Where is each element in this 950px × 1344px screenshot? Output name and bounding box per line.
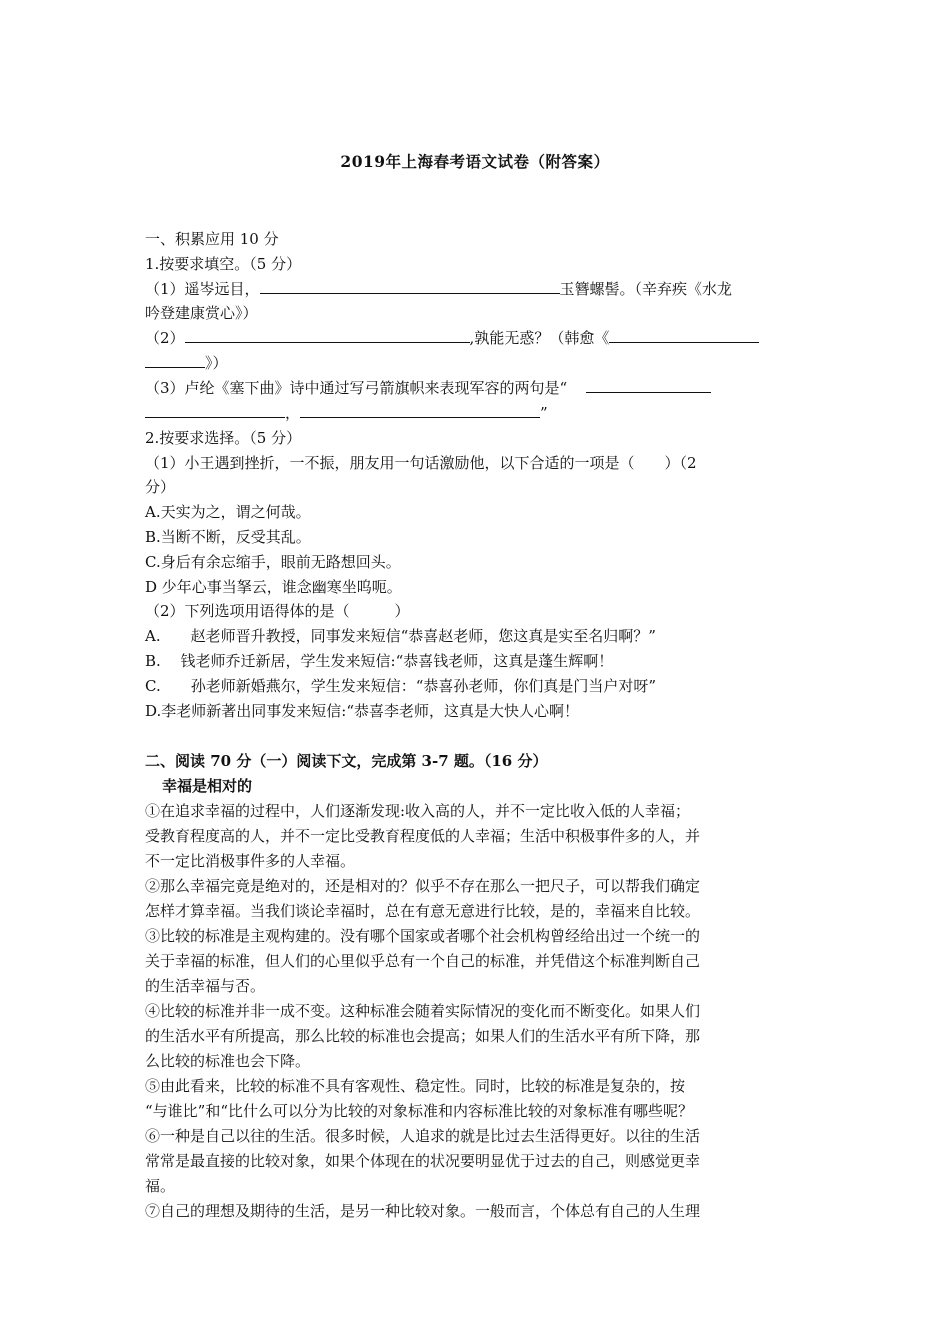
section2-heading: 二、阅读 70 分（一）阅读下文，完成第 3-7 题。（16 分） (145, 752, 548, 770)
q2-sub2-stem: （2）下列选项用语得体的是（ ） (145, 602, 410, 620)
answer-blank[interactable] (145, 352, 205, 368)
q2-sub2-option-b: B. 钱老师乔迁新居，学生发来短信:“恭喜钱老师，这真是蓬生辉啊！ (145, 652, 614, 670)
article-line: 么比较的标准也会下降。 (145, 1052, 311, 1070)
q1-item3-line1 (145, 376, 810, 401)
q2-option-b: B.当断不断，反受其乱。 (145, 528, 311, 546)
page-title: 2019年上海春考语文试卷（附答案） (340, 152, 610, 171)
q1-stem: 1.按要求填空。（5 分） (145, 255, 302, 273)
q1-item1-prefix: （1）遥岑远目， (145, 280, 260, 298)
article-line: 福。 (145, 1177, 176, 1195)
q1-item3-quote-end: ” (540, 404, 548, 422)
q2-option-d: D 少年心事当拏云，谁念幽寒坐呜呃。 (145, 578, 402, 596)
q1-item1-line2: 吟登建康赏心》） (145, 304, 258, 322)
q1-item2-suffix: 》） (205, 354, 228, 372)
article-line: ①在追求幸福的过程中，人们逐渐发现:收入高的人，并不一定比收入低的人幸福； (145, 802, 691, 820)
q2-option-a: A.天实为之，谓之何哉。 (145, 503, 311, 521)
q1-item3-line2 (145, 401, 810, 426)
answer-blank[interactable] (586, 377, 711, 393)
article-line: ②那么幸福完竟是绝对的，还是相对的？似乎不存在那么一把尺子，可以帮我们确定 (145, 877, 701, 895)
q2-option-c: C.身后有余忘缩手，眼前无路想回头。 (145, 553, 401, 571)
article-title: 幸福是相对的 (162, 777, 253, 795)
q1-item2-mid: ,孰能无惑？（韩愈《 (469, 329, 610, 347)
article-line: ⑤由此看来，比较的标准不具有客观性、稳定性。同时，比较的标准是复杂的，按 (145, 1077, 686, 1095)
q1-item2-prefix: （2） (145, 329, 185, 347)
article-line: ③比较的标准是主观构建的。没有哪个国家或者哪个社会机构曾经给出过一个统一的 (145, 927, 701, 945)
article-line: 的生活水平有所提高，那么比较的标准也会提高；如果人们的生活水平有所下降，那 (145, 1027, 701, 1045)
article-line: 关于幸福的标准，但人们的心里似乎总有一个自己的标准，并凭借这个标准判断自己 (145, 952, 701, 970)
article-line: ④比较的标准并非一成不变。这种标准会随着实际情况的变化而不断变化。如果人们 (145, 1002, 701, 1020)
answer-blank[interactable] (300, 402, 540, 418)
q2-stem: 2.按要求选择。（5 分） (145, 429, 302, 447)
q2-sub2-option-d: D.李老师新著出同事发来短信:“恭喜李老师，这真是大快人心啊！ (145, 702, 579, 720)
answer-blank[interactable] (185, 327, 470, 343)
section1-heading: 一、积累应用 10 分 (145, 230, 279, 248)
q1-item1-suffix: 玉簪螺髻。（辛弃疾《水龙 (559, 280, 733, 298)
q1-item3-comma: ， (285, 404, 301, 422)
q1-item1-line1 (145, 277, 810, 302)
article-line: ⑥一种是自己以往的生活。很多时候，人追求的就是比过去生活得更好。以往的生活 (145, 1127, 701, 1145)
q2-sub1-line1: （1）小王遇到挫折，一不振，朋友用一句话激励他，以下合适的一项是（ ）（2 (145, 454, 697, 472)
article-line: 受教育程度高的人，并不一定比受教育程度低的人幸福；生活中积极事件多的人，并 (145, 827, 701, 845)
article-line: 不一定比消极事件多的人幸福。 (145, 852, 356, 870)
answer-blank[interactable] (609, 327, 759, 343)
article-line: 的生活幸福与否。 (145, 977, 266, 995)
q1-item2-line2 (145, 351, 810, 376)
answer-blank[interactable] (260, 278, 560, 294)
q2-sub2-option-a: A. 赵老师晋升教授，同事发来短信“恭喜赵老师，您这真是实至名归啊？” (145, 627, 656, 645)
answer-blank[interactable] (145, 402, 285, 418)
article-line: 常常是最直接的比较对象，如果个体现在的状况要明显优于过去的自己，则感觉更幸 (145, 1152, 701, 1170)
q2-sub2-option-c: C. 孙老师新婚燕尔，学生发来短信：“恭喜孙老师，你们真是门当户对呀” (145, 677, 657, 695)
q1-item3-prefix: （3）卢纶《塞下曲》诗中通过写弓箭旗帜来表现军容的两句是“ (145, 379, 568, 397)
q1-item2-line1 (145, 326, 810, 351)
article-line: ⑦自己的理想及期待的生活，是另一种比较对象。一般而言，个体总有自己的人生理 (145, 1202, 701, 1220)
article-line: 怎样才算幸福。当我们谈论幸福时，总在有意无意进行比较，是的，幸福来自比较。 (145, 902, 701, 920)
q2-sub1-line2: 分） (145, 478, 176, 496)
article-line: “与谁比”和“比什么可以分为比较的对象标准和内容标准比较的对象标准有哪些呢？ (145, 1102, 694, 1120)
